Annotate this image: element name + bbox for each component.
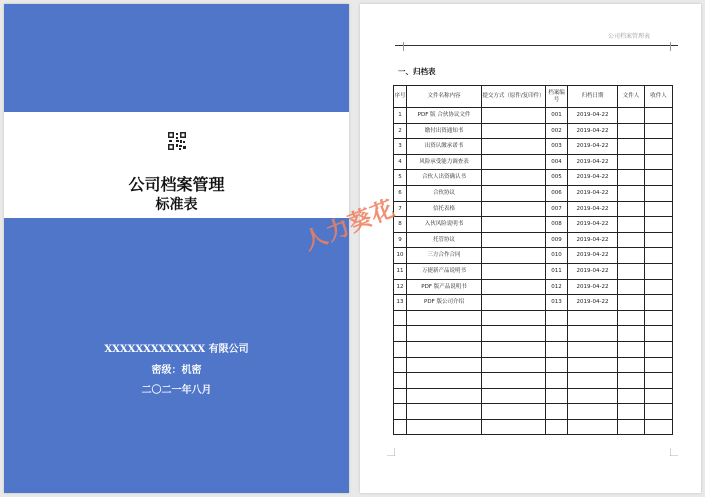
table-cell: [568, 404, 618, 420]
table-cell: [482, 123, 546, 139]
table-cell: 5: [394, 170, 407, 186]
table-cell: [645, 170, 673, 186]
table-cell: [618, 341, 645, 357]
table-cell: [546, 310, 568, 326]
table-cell: [645, 419, 673, 435]
table-cell: [482, 295, 546, 311]
table-cell: [618, 279, 645, 295]
table-row: [394, 279, 673, 295]
table-cell: [618, 326, 645, 342]
table-cell: [407, 419, 482, 435]
table-row: [394, 108, 673, 124]
table-cell: 2019-04-22: [568, 232, 618, 248]
table-row: [394, 123, 673, 139]
table-cell: [482, 326, 546, 342]
table-cell: PDF 版 合伙协议文件: [407, 108, 482, 124]
table-cell: [482, 357, 546, 373]
table-cell: [618, 185, 645, 201]
table-cell: [482, 170, 546, 186]
watermark-text: 人力葵花: [300, 195, 399, 256]
table-cell: [407, 357, 482, 373]
table-cell: [618, 154, 645, 170]
table-cell: [407, 310, 482, 326]
table-cell: [394, 373, 407, 389]
table-cell: [618, 373, 645, 389]
column-header: 文件人: [618, 86, 645, 108]
document-page: [360, 4, 701, 493]
table-cell: [546, 419, 568, 435]
margin-mark-bottom-left: [387, 448, 395, 456]
page-header-text: 公司档案管理表: [608, 33, 651, 40]
table-cell: 合伙协议: [407, 185, 482, 201]
table-cell: 托管协议: [407, 232, 482, 248]
table-cell: [568, 388, 618, 404]
table-row: [394, 419, 673, 435]
table-cell: [407, 404, 482, 420]
table-header-row: [394, 86, 673, 108]
table-row: [394, 217, 673, 233]
table-cell: [618, 404, 645, 420]
table-cell: [546, 341, 568, 357]
table-cell: 012: [546, 279, 568, 295]
table-cell: 2019-04-22: [568, 170, 618, 186]
table-row: [394, 404, 673, 420]
table-cell: 合伙人出资确认书: [407, 170, 482, 186]
cover-title: 公司档案管理: [128, 175, 225, 194]
table-row: [394, 154, 673, 170]
table-cell: [645, 326, 673, 342]
table-cell: [482, 232, 546, 248]
table-row: [394, 357, 673, 373]
table-cell: 3: [394, 139, 407, 155]
margin-mark-top-right: [670, 42, 679, 51]
table-cell: [482, 263, 546, 279]
table-cell: 002: [546, 123, 568, 139]
table-cell: 13: [394, 295, 407, 311]
table-cell: [645, 373, 673, 389]
table-cell: 8: [394, 217, 407, 233]
table-row: [394, 388, 673, 404]
table-cell: [394, 341, 407, 357]
column-header: 收件人: [645, 86, 673, 108]
table-row: [394, 295, 673, 311]
cover-page: [4, 4, 349, 493]
table-cell: 11: [394, 263, 407, 279]
table-cell: PDF 版公司介绍: [407, 295, 482, 311]
margin-mark-top-left: [395, 42, 404, 51]
table-cell: [394, 419, 407, 435]
table-cell: 缴付出资通知书: [407, 123, 482, 139]
table-cell: [482, 217, 546, 233]
table-cell: [546, 326, 568, 342]
table-cell: [618, 295, 645, 311]
table-cell: [645, 295, 673, 311]
table-cell: 2019-04-22: [568, 185, 618, 201]
table-cell: [568, 357, 618, 373]
table-cell: [618, 217, 645, 233]
table-cell: [482, 310, 546, 326]
column-header: 归档日期: [568, 86, 618, 108]
table-cell: [618, 123, 645, 139]
table-row: [394, 201, 673, 217]
table-cell: [618, 170, 645, 186]
table-cell: 4: [394, 154, 407, 170]
table-cell: [645, 201, 673, 217]
table-cell: [546, 373, 568, 389]
table-cell: [645, 341, 673, 357]
table-cell: 2019-04-22: [568, 279, 618, 295]
table-cell: [618, 263, 645, 279]
table-cell: [645, 248, 673, 264]
table-row: [394, 248, 673, 264]
section-title: 一、归档表: [398, 67, 436, 76]
table-cell: [407, 341, 482, 357]
table-cell: [645, 263, 673, 279]
table-cell: 12: [394, 279, 407, 295]
table-row: [394, 170, 673, 186]
table-cell: [568, 326, 618, 342]
table-cell: [482, 388, 546, 404]
table-cell: 001: [546, 108, 568, 124]
table-cell: [394, 357, 407, 373]
cover-bottom-band: [4, 218, 349, 493]
table-cell: 2: [394, 123, 407, 139]
table-cell: 2019-04-22: [568, 108, 618, 124]
cover-date: 二〇二一年八月: [141, 385, 212, 396]
table-row: [394, 310, 673, 326]
table-cell: [482, 373, 546, 389]
cover-company: XXXXXXXXXXXXX 有限公司: [104, 344, 249, 355]
table-cell: 10: [394, 248, 407, 264]
table-cell: 013: [546, 295, 568, 311]
table-cell: 011: [546, 263, 568, 279]
table-cell: [645, 388, 673, 404]
table-cell: [482, 341, 546, 357]
table-cell: 004: [546, 154, 568, 170]
table-cell: [394, 326, 407, 342]
table-cell: [618, 248, 645, 264]
table-cell: 2019-04-22: [568, 217, 618, 233]
margin-mark-bottom-right: [670, 448, 678, 456]
qr-code-icon: [167, 131, 187, 151]
archive-table: [393, 85, 673, 435]
table-cell: [645, 139, 673, 155]
table-cell: 信托表格: [407, 201, 482, 217]
table-cell: 2019-04-22: [568, 154, 618, 170]
table-cell: [546, 388, 568, 404]
table-cell: [645, 108, 673, 124]
table-row: [394, 185, 673, 201]
column-header: 序号: [394, 86, 407, 108]
table-cell: [482, 154, 546, 170]
table-cell: [645, 232, 673, 248]
table-cell: [645, 154, 673, 170]
table-cell: 005: [546, 170, 568, 186]
table-cell: [482, 404, 546, 420]
table-cell: 三方合作合同: [407, 248, 482, 264]
table-cell: [482, 279, 546, 295]
table-cell: [482, 248, 546, 264]
table-cell: 万捷新产品说明书: [407, 263, 482, 279]
table-cell: [618, 201, 645, 217]
table-cell: 2019-04-22: [568, 123, 618, 139]
table-cell: [645, 404, 673, 420]
archive-table-body: [394, 108, 673, 435]
table-cell: PDF 版产品说明书: [407, 279, 482, 295]
table-cell: [618, 310, 645, 326]
table-cell: 007: [546, 201, 568, 217]
table-cell: [546, 357, 568, 373]
table-cell: 入伙风险说明书: [407, 217, 482, 233]
table-cell: [482, 185, 546, 201]
table-cell: 9: [394, 232, 407, 248]
table-cell: [482, 108, 546, 124]
table-cell: [394, 310, 407, 326]
table-cell: 008: [546, 217, 568, 233]
table-cell: 006: [546, 185, 568, 201]
table-cell: 2019-04-22: [568, 295, 618, 311]
table-cell: 7: [394, 201, 407, 217]
table-cell: [482, 139, 546, 155]
column-header: 文件名称内容: [407, 86, 482, 108]
table-row: [394, 326, 673, 342]
table-cell: [394, 388, 407, 404]
table-cell: [645, 217, 673, 233]
table-cell: [407, 326, 482, 342]
table-cell: 2019-04-22: [568, 139, 618, 155]
table-cell: 6: [394, 185, 407, 201]
column-header: 档案编号: [546, 86, 568, 108]
table-cell: [618, 108, 645, 124]
table-cell: [482, 419, 546, 435]
table-cell: [407, 373, 482, 389]
table-cell: 1: [394, 108, 407, 124]
table-cell: [618, 139, 645, 155]
table-cell: [618, 357, 645, 373]
table-cell: 2019-04-22: [568, 248, 618, 264]
table-cell: [645, 310, 673, 326]
table-cell: [618, 419, 645, 435]
table-row: [394, 373, 673, 389]
table-row: [394, 263, 673, 279]
table-row: [394, 139, 673, 155]
table-cell: 2019-04-22: [568, 263, 618, 279]
table-cell: [482, 201, 546, 217]
table-cell: [645, 279, 673, 295]
cover-top-band: [4, 4, 349, 112]
header-rule: [395, 45, 678, 46]
table-cell: [645, 123, 673, 139]
table-cell: [568, 341, 618, 357]
table-cell: [546, 404, 568, 420]
table-cell: [568, 310, 618, 326]
column-header: 提交方式（原件/复印件）: [482, 86, 546, 108]
table-cell: [618, 232, 645, 248]
table-cell: [568, 419, 618, 435]
table-cell: 009: [546, 232, 568, 248]
table-cell: [618, 388, 645, 404]
cover-secrecy: 密级：机密: [151, 365, 202, 376]
table-cell: 出资认缴承诺书: [407, 139, 482, 155]
table-cell: [407, 388, 482, 404]
table-cell: 010: [546, 248, 568, 264]
table-row: [394, 232, 673, 248]
table-cell: 风险承受能力调查表: [407, 154, 482, 170]
table-cell: [645, 357, 673, 373]
table-cell: 2019-04-22: [568, 201, 618, 217]
table-cell: [394, 404, 407, 420]
table-cell: [568, 373, 618, 389]
table-cell: 003: [546, 139, 568, 155]
table-cell: [645, 185, 673, 201]
cover-subtitle: 标准表: [155, 197, 198, 213]
table-row: [394, 341, 673, 357]
